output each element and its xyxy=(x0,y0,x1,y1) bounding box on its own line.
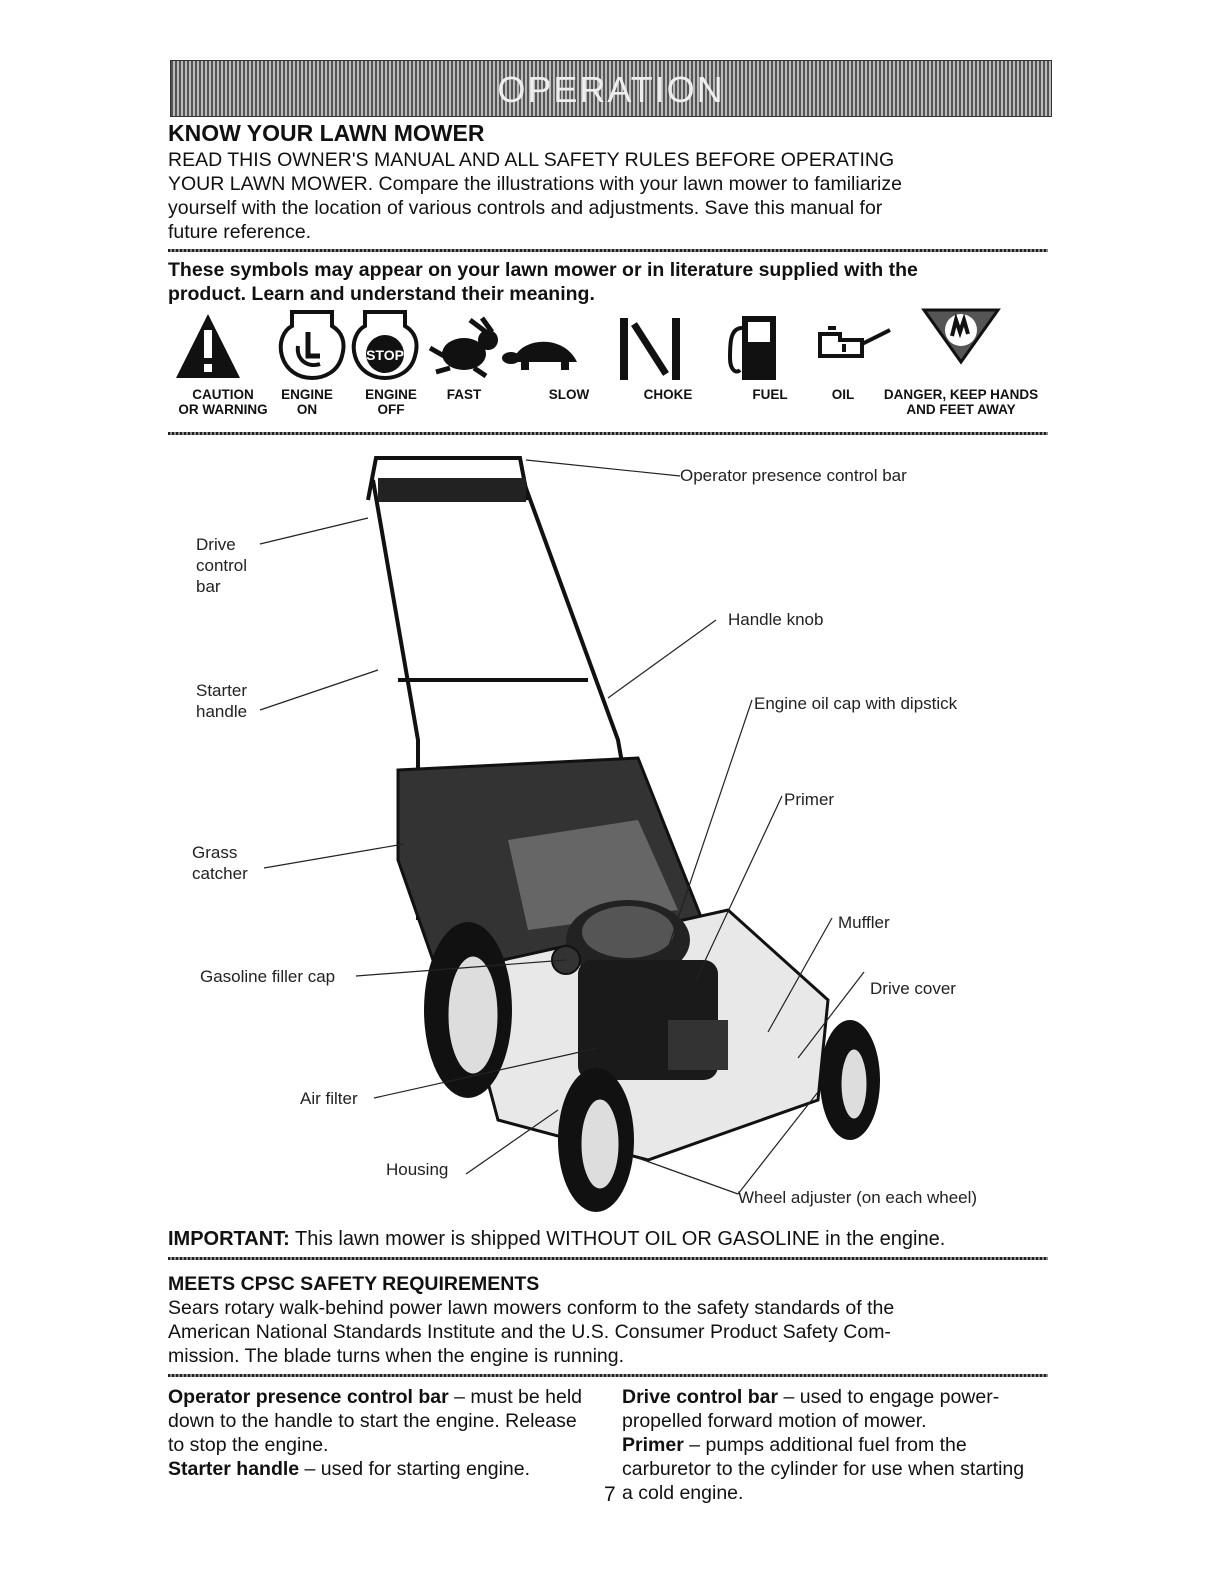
definition-primer: Primer – pumps additional fuel from the carburetor to the cylinder for use when starting a cold engine. xyxy=(622,1434,1025,1504)
callout-handle-knob: Handle knob xyxy=(728,610,824,629)
page-heading: KNOW YOUR LAWN MOWER xyxy=(168,120,485,146)
important-label: IMPORTANT: xyxy=(168,1228,290,1250)
callout-wheel-adjuster: Wheel adjuster (on each wheel) xyxy=(738,1188,978,1207)
callout-gas-cap: Gasoline filler cap xyxy=(200,967,336,986)
symbols-note-line: product. Learn and understand their meaning. xyxy=(168,283,595,305)
handle-grip xyxy=(378,478,526,502)
symbol-label-engine-off: ENGINE OFF xyxy=(365,387,417,417)
fuel-pump-icon xyxy=(730,316,776,380)
callout-drive-bar: Drive control bar xyxy=(196,535,248,596)
callout-grass-catcher: Grass catcher xyxy=(192,843,248,883)
turtle-icon xyxy=(502,342,577,370)
engine-on-icon xyxy=(281,312,344,378)
callout-muffler: Muffler xyxy=(838,913,890,932)
callout-starter: Starter handle xyxy=(196,681,248,721)
symbol-label-caution: CAUTION OR WARNING xyxy=(178,387,268,417)
symbol-label-fast: FAST xyxy=(446,387,482,402)
page-number: 7 xyxy=(604,1483,616,1506)
callout-oil-cap: Engine oil cap with dipstick xyxy=(754,694,958,713)
hand-danger-icon xyxy=(924,310,998,362)
caution-icon xyxy=(176,314,240,378)
definitions-left xyxy=(168,1385,588,1481)
stop-text: STOP xyxy=(366,347,404,363)
callout-housing: Housing xyxy=(386,1160,449,1179)
lawn-mower-illustration xyxy=(168,440,1048,1230)
rabbit-icon xyxy=(430,318,498,376)
symbol-label-danger: DANGER, KEEP HANDS AND FEET AWAY xyxy=(883,387,1039,417)
intro-paragraph xyxy=(168,148,902,244)
choke-icon xyxy=(620,318,680,380)
divider xyxy=(168,1257,1048,1260)
symbols-note xyxy=(168,258,918,306)
front-wheel-left xyxy=(558,1068,634,1212)
divider xyxy=(168,432,1048,435)
cpsc-paragraph xyxy=(168,1296,894,1368)
symbol-label-choke: CHOKE xyxy=(643,387,693,402)
symbol-label-engine-on: ENGINE ON xyxy=(281,387,333,417)
callout-operator-bar: Operator presence control bar xyxy=(680,466,907,485)
symbol-label-fuel: FUEL xyxy=(752,387,788,402)
symbol-label-slow: SLOW xyxy=(548,387,590,402)
section-banner xyxy=(170,60,1052,117)
cpsc-line: American National Standards Institute and the U.S. Consumer Product Safety Com- xyxy=(168,1321,891,1343)
symbols-strip xyxy=(168,302,1048,382)
front-wheel-right xyxy=(820,1020,880,1140)
cpsc-line: Sears rotary walk-behind power lawn mowers conform to the safety standards of the xyxy=(168,1297,895,1319)
definitions-right xyxy=(622,1385,1032,1505)
oil-can-icon xyxy=(820,328,890,356)
rear-wheel-left xyxy=(424,922,512,1098)
cpsc-line: mission. The blade turns when the engine is running. xyxy=(168,1345,625,1367)
intro-line: future reference. xyxy=(168,221,312,243)
cpsc-heading: MEETS CPSC SAFETY REQUIREMENTS xyxy=(168,1273,540,1295)
callout-primer: Primer xyxy=(784,790,835,809)
definition-operator-bar: Operator presence control bar – must be held down to the handle to start the engine. Release to stop the engine. xyxy=(168,1386,583,1456)
callout-air-filter: Air filter xyxy=(300,1089,358,1108)
intro-line: READ THIS OWNER'S MANUAL AND ALL SAFETY RULES BEFORE OPERATING xyxy=(168,149,895,171)
important-note xyxy=(168,1227,945,1251)
symbol-label-oil: OIL xyxy=(831,387,855,402)
definition-starter-handle: Starter handle – used for starting engine. xyxy=(168,1458,531,1480)
intro-line: yourself with the location of various controls and adjustments. Save this manual for xyxy=(168,197,883,219)
divider xyxy=(168,249,1048,252)
definition-drive-bar: Drive control bar – used to engage power-propelled forward motion of mower. xyxy=(622,1386,1000,1432)
engine-off-icon xyxy=(354,312,417,378)
callout-drive-cover: Drive cover xyxy=(870,979,956,998)
symbols-note-line: These symbols may appear on your lawn mower or in literature supplied with the xyxy=(168,259,918,281)
intro-line: YOUR LAWN MOWER. Compare the illustrations with your lawn mower to familiarize xyxy=(168,173,902,195)
divider xyxy=(168,1374,1048,1377)
important-text: This lawn mower is shipped WITHOUT OIL OR GASOLINE in the engine. xyxy=(289,1228,946,1250)
banner-title: OPERATION xyxy=(497,69,725,110)
